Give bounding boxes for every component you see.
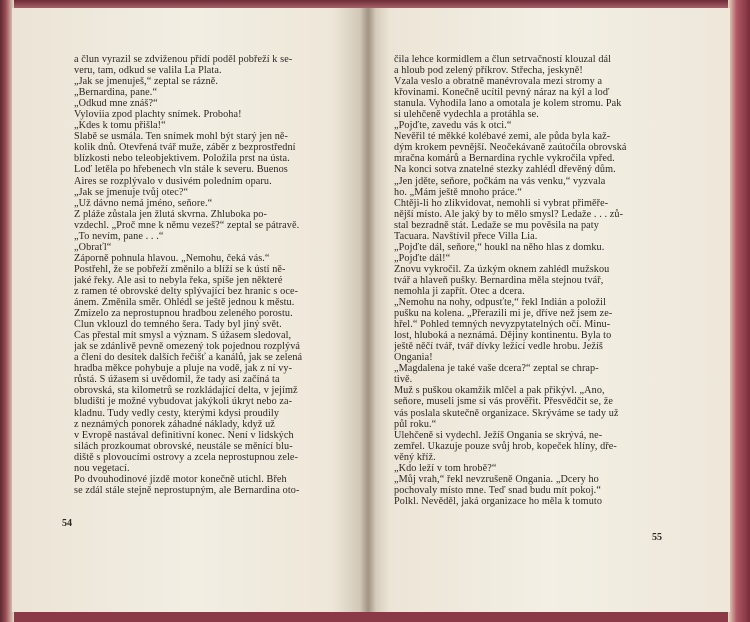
text-line: a člení do desítek dalších řečišť a kanálů, jak se zelená (74, 352, 303, 364)
text-line: „Pojďte, zavedu vás k otci.“ (394, 120, 512, 132)
text-line: stal bezradně stát. Ledaže se mu pověsila na paty (394, 219, 599, 231)
text-line: růstá. S úžasem si uvědomil, že tady asi začíná ta (74, 374, 280, 386)
text-line: křovinami. Konečně ucítil pevný náraz na kýl a loď (394, 87, 610, 99)
text-line: „Už dávno nemá jméno, seňore.“ (74, 197, 213, 209)
text-line: věný kříž. (394, 451, 436, 463)
left-page-number: 54 (62, 518, 72, 529)
text-line: kolik dnů. Otevřená tvář muže, záběr z bezprostřední (74, 142, 296, 154)
text-line: Člun vklouzl do temného šera. Tady byl jiný svět. (74, 319, 282, 331)
text-line: „Jak se jmenuješ,“ zeptal se rázně. (74, 76, 219, 88)
text-line: stanula. Vyhodila lano a omotala je kolem stromu. Pak (394, 98, 622, 110)
text-line: dým krokem pevnější. Neočekávaně zaútočila obrovská (394, 142, 627, 154)
text-line: a člun vyrazil se zdviženou přídí poděl pobřeží k se- (74, 54, 293, 65)
text-line: Na konci sotva znatelné stezky zahlédl dřevěný dům. (394, 164, 616, 176)
text-line: si ulehčeně vydechla a protáhla se. (394, 109, 539, 121)
text-line: nemohla ji zapřít. Otec a dcera. (394, 285, 525, 297)
text-line: „Magdalena je také vaše dcera?“ zeptal se chrap- (394, 363, 599, 375)
text-line: Slabě se usmála. Ten snímek mohl být starý jen ně- (74, 131, 289, 143)
text-line: Muž s puškou okamžik mlčel a pak přikývl. „Ano, (394, 385, 605, 397)
text-line: ánem. Změnila směr. Ohlédl se ještě jednou k městu. (74, 297, 295, 309)
text-line: jaké řeky. Ale asi to nebyla řeka, spíše jen některé (74, 274, 283, 286)
text-line: v Evropě nastával definitivní konec. Není v lidských (74, 429, 294, 441)
text-line: „Jen jděte, seňore, počkám na vás venku,“ vyzvala (394, 175, 606, 187)
text-line: vzdechl. „Proč mne k němu vezeš?“ zeptal se pátravě. (74, 219, 300, 231)
text-line: vás poslala skutečně organizace. Skrýváme se tady už (394, 407, 619, 419)
text-line: z ramen té obrovské delty splývající bez hranic s oce- (74, 285, 299, 297)
text-line: „Bernardina, pane.“ (74, 87, 158, 99)
text-line: „Jak se jmenuje tvůj otec?“ (74, 186, 189, 198)
text-line: hřel.“ Pohled temných nevyzpytatelných očí. Minu- (394, 319, 611, 331)
text-line: „Kdo leží v tom hrobě?“ (394, 462, 497, 474)
text-line: Postřehl, že se pobřeží změnilo a blíží se k ústí ně- (74, 263, 286, 275)
text-line: pochovaly místo mne. Teď snad budu mít pokoj.“ (394, 484, 601, 496)
text-line: Polkl. Nevěděl, jaká organizace ho měla k tomuto (394, 495, 603, 507)
text-line: Vzala veslo a obratně manévrovala mezi stromy a (394, 76, 603, 88)
right-page-text (394, 54, 696, 507)
text-line: veru, tam, odkud se valila La Plata. (74, 65, 222, 77)
text-line: diště s plovoucími ostrovy a zcela neprostupnou zele- (74, 451, 298, 463)
left-page (12, 8, 368, 612)
text-line: tivě. (394, 374, 413, 386)
text-line: mračna komárů a Bernardina rychle vykročila vpřed. (394, 153, 615, 165)
text-line: seňore, museli jsme si vás prověřit. Přesvědčit se, že (394, 396, 613, 408)
text-line: „Můj vrah,“ řekl nevzrušeně Ongania. „Dcery ho (394, 473, 599, 485)
text-line: Z pláže zůstala jen žlutá skvrna. Zhluboka po- (74, 208, 267, 220)
text-line: nou vegetací. (74, 462, 130, 474)
text-line: Vyloviia zpod plachty snímek. Proboha! (74, 109, 242, 121)
text-line: „Nemohu na nohy, odpusťte,“ řekl Indián a položil (394, 297, 607, 309)
text-line: se zdál stále stejně neprostupným, ale Bernardina oto- (74, 484, 300, 496)
text-line: Čas přestal mít smysl a význam. S úžasem sledoval, (74, 330, 292, 342)
text-line: tvář a hlaveň pušky. Bernardina měla stejnou tvář, (394, 274, 604, 286)
text-line: Záporně pohnula hlavou. „Nemohu, čeká vás.“ (74, 252, 270, 264)
text-line: nější místo. Ale jaký by to mělo smysl? Ledaže . . . zů- (394, 208, 624, 220)
text-line: půl roku.“ (394, 418, 437, 430)
text-line: Znovu vykročil. Za úzkým oknem zahlédl mužskou (394, 263, 610, 275)
text-line: Zmizelo za neprostupnou hradbou zeleného porostu. (74, 308, 293, 320)
text-line: blízkosti nebo teleobjektivem. Položila prst na ústa. (74, 153, 290, 165)
text-line: „Kdes k tomu přišla!“ (74, 120, 166, 132)
text-line: „Pojďte dál!“ (394, 252, 451, 264)
text-line: hradba měkce pohybuje a pluje na vodě, jak z ní vy- (74, 363, 293, 375)
text-line: Ongania! (394, 352, 433, 364)
text-line: Po dvouhodinové jízdě motor konečně utichl. Břeh (74, 473, 287, 485)
text-line: ho. „Mám ještě mnoho práce.“ (394, 186, 522, 198)
text-line: čila lehce kormidlem a člun setrvačností klouzal dál (394, 54, 612, 65)
text-line: Tacuara. Navštívil přece Villa Lia. (394, 230, 538, 242)
text-line: bludišti je možné vybudovat jakýkoli úkryt nebo za- (74, 396, 293, 408)
text-line: jak se zdánlivě pevně omezený tok pojednou rozplývá (74, 341, 301, 353)
text-line: z neznámých ponorek záhadné náklady, když už (74, 418, 275, 430)
text-line: Chtěji-li ho zlikvidovat, nemohli si vybrat přiměře- (394, 197, 609, 209)
text-line: Ulehčeně si vydechl. Ježíš Ongania se skrývá, ne- (394, 429, 603, 441)
left-page-text (74, 54, 352, 496)
right-page-number: 55 (652, 532, 662, 543)
text-line: obrovská, sta kilometrů se rozkládající delta, v jejímž (74, 385, 298, 397)
text-line: „To nevím, pane . . .“ (74, 230, 164, 242)
text-line: Nevěřil té měkké kolébavé zemi, ale půda byla kaž- (394, 131, 611, 143)
text-line: Loď letěla po hřebenech vln stále k severu. Buenos (74, 164, 288, 176)
text-line: zemřel. Ukazuje pouze svůj hrob, kopeček hlíny, dře- (394, 440, 617, 452)
book-gutter (360, 8, 376, 612)
text-line: „Odkud mne znáš?“ (74, 98, 158, 110)
text-line: silách prozkoumat obrovské, neustále se měnící blu- (74, 440, 293, 452)
right-page (368, 8, 730, 612)
text-line: pušku na kolena. „Přerazili mi je, dříve než jsem ze- (394, 308, 613, 320)
text-line: a hloub pod zelený příkrov. Střecha, jeskyně! (394, 65, 583, 77)
text-line: kladnu. Tudy vedly cesty, kterými kdysi proudily (74, 407, 280, 419)
text-line: lost, hluboká a neznámá. Dějiny kontinentu. Byla to (394, 330, 612, 342)
text-line: „Obraťl“ (74, 241, 112, 253)
book-right-edge (728, 0, 750, 622)
text-line: Aires se rozplývalo v dusivém poledním oparu. (74, 175, 272, 187)
text-line: ještě něčí tvář, tvář dívky ležící vedle hrobu. Ježíš (394, 341, 603, 353)
text-line: „Pojďte dál, seňore,“ houkl na něho hlas z domku. (394, 241, 605, 253)
